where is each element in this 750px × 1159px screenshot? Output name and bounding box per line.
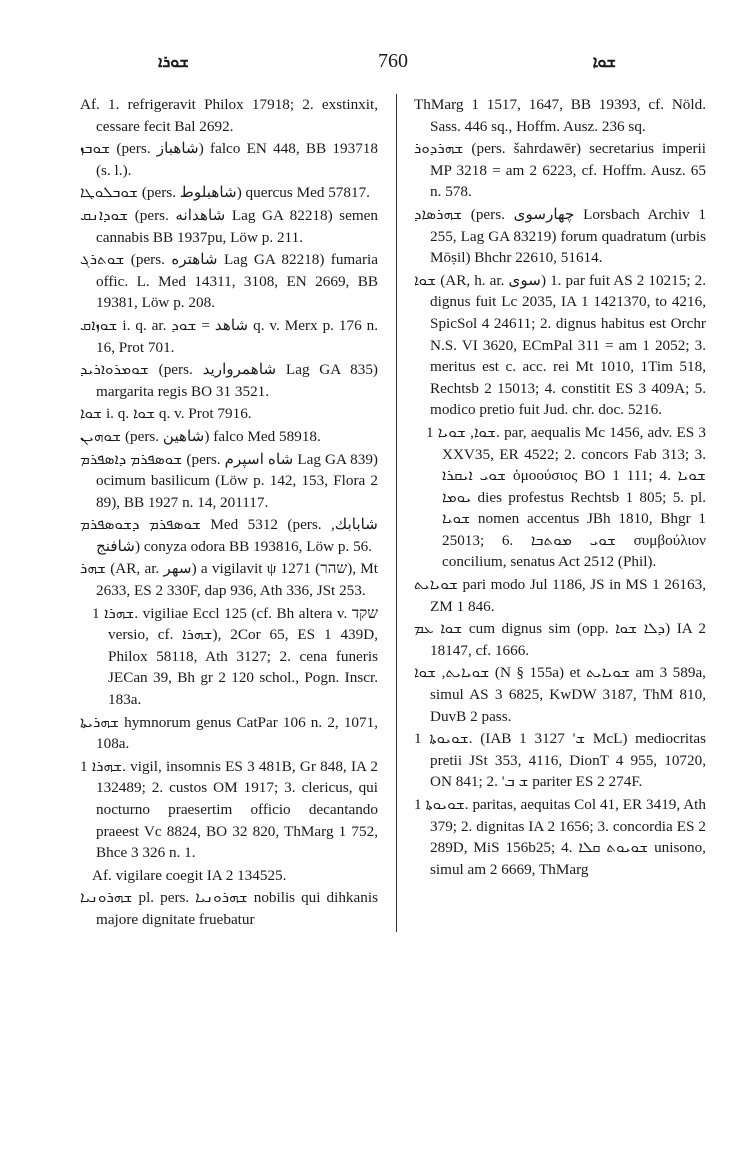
running-head-left: ܫܘܪܐ	[158, 54, 189, 71]
entry: ܫܗܪܕܘܪ (pers. šahrdawēr) secretarius imperii MP 3218 = am 2 6223, cf. Hoffm. Ausz. 65 n. 578.	[414, 140, 706, 201]
entry: ܫܘܐ (AR, h. ar. سوى) 1. par fuit AS 2 10215; 2. dignus fuit Lc 2035, IA 1 1421370, to 4216, SpicSol 4 24611; 2. dignus habitus est Orchr N.S. VI 3620, ECmPal 311 = am 1 2052; 3. meritus est c. acc. rei Mt 1010, 1Tim 518, Rechtsb 2 15013; 4. constitit ES 3 409A; 5. modico pretio fuit Jud. chr. doc. 5216.	[414, 271, 706, 419]
entry: ܫܘܐ ܥܡ cum dignus sim (opp. ܕܠܐ ܫܘܐ) IA 2 18147, cf. 1666.	[414, 620, 707, 659]
entry: ܫܗܪܣܐܕ (pers. چهارسوی Lorsbach Archiv 1 255, Lag GA 83219) forum quadratum (urbis Mōṣil) Bhchr 22610, 51614.	[414, 205, 706, 267]
entry: ܫܘܒܙ (pers. شاهباز) falco EN 448, BB 193718 (s. l.).	[80, 140, 378, 179]
entry: ܫܗܪ (AR, ar. سهر) a vigilavit ψ 1271 (שהר), Mt 2633, ES 2 330F, dap 936, Ath 336, JSt 253.	[80, 560, 379, 600]
entry: Af. vigilare coegit IA 2 134525.	[92, 866, 287, 884]
entry: ܫܘܙܐܩ i. q. ar. شاهد = ܫܘܕ q. v. Merx p. 176 n. 16, Prot 701.	[80, 316, 378, 356]
left-column	[80, 94, 378, 932]
entry: Af. 1. refrigeravit Philox 17918; 2. exstinxit, cessare fecit Bal 2692.	[80, 96, 378, 135]
two-column-body	[80, 94, 706, 932]
right-column	[414, 94, 706, 932]
entry: ܫܘܝܘܬܐ 1. paritas, aequitas Col 41, ER 3419, Ath 379; 2. dignitas IA 2 1656; 3. concordia ES 2 289D, MiS 156b25; 4. ܫܘܝܘܬ ܩܠܐ unisono, simul am 2 6669, ThMarg	[414, 796, 706, 878]
entry: ܫܘܐ, ܫܘܝܐ 1. par, aequalis Mc 1456, adv. ES 3 XXV35, ER 4522; 2. concors Fab 313; 3. ܫܘܝ ܐܝܩܪܐ ὁμοούσιος BO 1 111; 4. ܫܘܝܐ ܝܘܡܐ dies profestus Rechtsb 1 805; 5. pl. ܫܘܝܐ nomen accentus JBh 1810, Bhgr 1 25013; 6. ܫܘܝ ܡܘܬܒܐ συμβούλιον concilium, senatus Act 2512 (Phil).	[426, 423, 706, 571]
entry: ܫܘܒܠܘܛܐ (pers. شاهبلوط) quercus Med 57817.	[80, 184, 370, 202]
page-header	[80, 48, 706, 88]
entry: ܫܗܪܐ 1. vigil, insomnis ES 3 481B, Gr 848, IA 2 132489; 2. custos OM 1917; 3. clericus, qui nocturno praesertim officio decantando praeest Vc 8824, BO 32 820, ThMarg 1 752, Bhce 3 326 n. 1.	[80, 757, 378, 862]
entry: ܫܘܐ i. q. ܫܘܐ q. v. Prot 7916.	[80, 405, 252, 423]
page-number: 760	[378, 50, 408, 72]
entry: ܫܘܝܐܝܬ pari modo Jul 1186, JS in MS 1 26163, ZM 1 846.	[414, 576, 706, 615]
entry: ܫܘܗܝܢ (pers. شاهين) falco Med 58918.	[80, 427, 321, 445]
entry: ܫܗܪܝܬܐ hymnorum genus CatPar 106 n. 2, 1071, 108a.	[80, 713, 378, 753]
entry: ܫܘܣܦܪܡ ܕܫܘܣܦܪܡ Med 5312 (pers. شابابك, شافنج) conyza odora BB 193816, Löw p. 56.	[80, 516, 378, 555]
entry: ܫܘܣܦܪܡ ܕܐܣܦܪܡ (pers. شاه اسپرم Lag GA 839) ocimum basilicum (Löw p. 142, 153, Flora 2 89), BB 1927 n. 14, 201117.	[80, 450, 378, 511]
entry: ܫܗܪܘܢܝܐ pl. pers. ܫܗܪܘܢܝܐ nobilis qui dihkanis majore dignitate fruebatur	[80, 889, 378, 928]
entry: ܫܘܝܘܬܐ 1. (IAB 1 3127 'ܫ McL) mediocritas pretii JSt 353, 4116, DionT 4 955, 10720, ON 841; 2. 'ܫ ܒ pariter ES 2 274F.	[414, 730, 706, 791]
entry: ܫܘܡܪܘܐܪܝܕ (pers. شاهمروارید Lag GA 835) margarita regis BO 31 3521.	[80, 361, 378, 400]
entry: ܫܘܬܪܓ (pers. شاهتره Lag GA 82218) fumaria offic. L. Med 14311, 3108, EN 2669, BB 19381, Löw p. 208.	[80, 251, 378, 312]
entry: ܫܘܕܐܢܩ (pers. شاهدانه Lag GA 82218) semen cannabis BB 1937pu, Löw p. 211.	[80, 206, 378, 246]
running-head-right: ܫܘܐ	[592, 54, 616, 71]
entry: ܫܘܝܐܝܬ, ܫܘܐ (N § 155a) et ܫܘܝܐܝܬ am 3 589a, simul AS 3 6825, KwDW 3187, ThM 810, DuvB 2 pass.	[414, 664, 706, 725]
column-divider	[396, 94, 397, 932]
entry: ܫܗܪܐ 1. vigiliae Eccl 125 (cf. Bh altera v. שקד versio, cf. ܫܗܪܐ), 2Cor 65, ES 1 439D, Philox 58118, Ath 3127; 2. cena funeris JECan 39, Bh gr 2 120 schol., Pogn. Inscr. 183a.	[92, 604, 378, 709]
entry: ThMarg 1 1517, 1647, BB 19393, cf. Nöld. Sass. 446 sq., Hoffm. Ausz. 236 sq.	[414, 96, 706, 135]
